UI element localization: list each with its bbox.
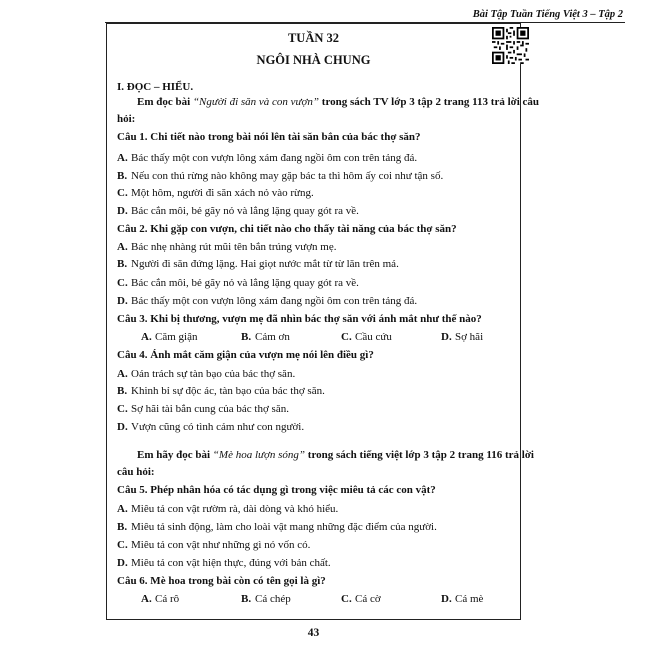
q1-option-d[interactable]: D. Bác cắn môi, bẻ gãy nỏ và lẳng lặng quay gót ra về.: [117, 205, 359, 217]
q6-label: Câu 6. Mè hoa trong bài còn có tên gọi là gì?: [117, 575, 326, 587]
q4-label: Câu 4. Ánh mắt căm giận của vượn mẹ nói lên điều gì?: [117, 349, 374, 361]
q6-option-c[interactable]: C. Cá cờ: [341, 593, 381, 605]
q3-label: Câu 3. Khi bị thương, vượn mẹ đã nhìn bác thợ săn với ánh mắt như thế nào?: [117, 313, 482, 325]
q2-label: Câu 2. Khi gặp con vượn, chi tiết nào cho thấy tài năng của bác thợ săn?: [117, 223, 457, 235]
q5-option-a[interactable]: A. Miêu tả con vật rườm rà, dài dòng và khó hiểu.: [117, 503, 339, 515]
intro2-line1: [137, 449, 534, 462]
q5-option-d[interactable]: D. Miêu tả con vật hiện thực, đúng với bản chất.: [117, 557, 331, 569]
q5-option-b[interactable]: B. Miêu tả sinh động, làm cho loài vật mang những đặc điểm của người.: [117, 521, 437, 533]
running-header: Bài Tập Tuần Tiếng Việt 3 – Tập 2: [472, 9, 623, 20]
q3-option-c[interactable]: C. Cầu cứu: [341, 331, 392, 343]
q3-option-a[interactable]: A. Căm giận: [141, 331, 198, 343]
intro2-title: “Mè hoa lượn sóng”: [212, 449, 306, 461]
q5-option-c[interactable]: C. Miêu tả con vật như những gì nó vốn có.: [117, 539, 311, 551]
q6-option-a[interactable]: A. Cá rô: [141, 593, 180, 605]
intro1-before: Em đọc bài: [137, 96, 193, 108]
q2-option-a[interactable]: A. Bác nhẹ nhàng rút mũi tên bắn trúng vượn mẹ.: [117, 241, 337, 253]
q4-option-d[interactable]: D. Vượn cũng có tình cảm như con người.: [117, 421, 305, 433]
week-title: TUẦN 32: [287, 31, 340, 45]
lesson-title: NGÔI NHÀ CHUNG: [256, 53, 371, 67]
q4-option-b[interactable]: B. Khinh bỉ sự độc ác, tàn bạo của bác thợ săn.: [117, 385, 325, 397]
q2-option-d[interactable]: D. Bác thấy một con vượn lông xám đang ngồi ôm con trên tảng đá.: [117, 295, 418, 307]
q1-option-b[interactable]: B. Nếu con thú rừng nào không may gặp bác ta thì hôm ấy coi như tận số.: [117, 170, 444, 182]
intro2-before: Em hãy đọc bài: [137, 449, 213, 461]
section-title: I. ĐỌC – HIỂU.: [117, 81, 194, 93]
q2-option-b[interactable]: B. Người đi săn đứng lặng. Hai giọt nước mắt từ từ lăn trên má.: [117, 258, 399, 270]
q2-option-c[interactable]: C. Bác cắn môi, bẻ gãy nỏ và lẳng lặng quay gót ra về.: [117, 277, 359, 289]
q4-option-c[interactable]: C. Sợ hãi tài bắn cung của bác thợ săn.: [117, 403, 289, 415]
q3-option-d[interactable]: D. Sợ hãi: [441, 331, 484, 343]
intro1-line2: hỏi:: [117, 113, 136, 125]
page-number: 43: [307, 627, 320, 639]
q4-option-a[interactable]: A. Oán trách sự tàn bạo của bác thợ săn.: [117, 368, 296, 380]
intro2-line2: câu hỏi:: [117, 466, 155, 478]
q1-label: Câu 1. Chi tiết nào trong bài nói lên tài săn bắn của bác thợ săn?: [117, 131, 421, 143]
q6-option-b[interactable]: B. Cá chép: [241, 593, 291, 605]
intro1-after: trong sách TV lớp 3 tập 2 trang 113 trả lời câu: [319, 96, 540, 108]
q3-option-b[interactable]: B. Cảm ơn: [241, 331, 290, 343]
intro1-line1: [137, 96, 539, 109]
q5-label: Câu 5. Phép nhân hóa có tác dụng gì trong việc miêu tả các con vật?: [117, 484, 436, 496]
intro2-after: trong sách tiếng việt lớp 3 tập 2 trang 116 trả lời: [305, 449, 534, 461]
q1-option-c[interactable]: C. Một hôm, người đi săn xách nỏ vào rừng.: [117, 187, 314, 199]
q1-option-a[interactable]: A. Bác thấy một con vượn lông xám đang ngồi ôm con trên tảng đá.: [117, 152, 418, 164]
q6-option-d[interactable]: D. Cá mè: [441, 593, 484, 605]
intro1-title: “Người đi săn và con vượn”: [192, 96, 320, 108]
